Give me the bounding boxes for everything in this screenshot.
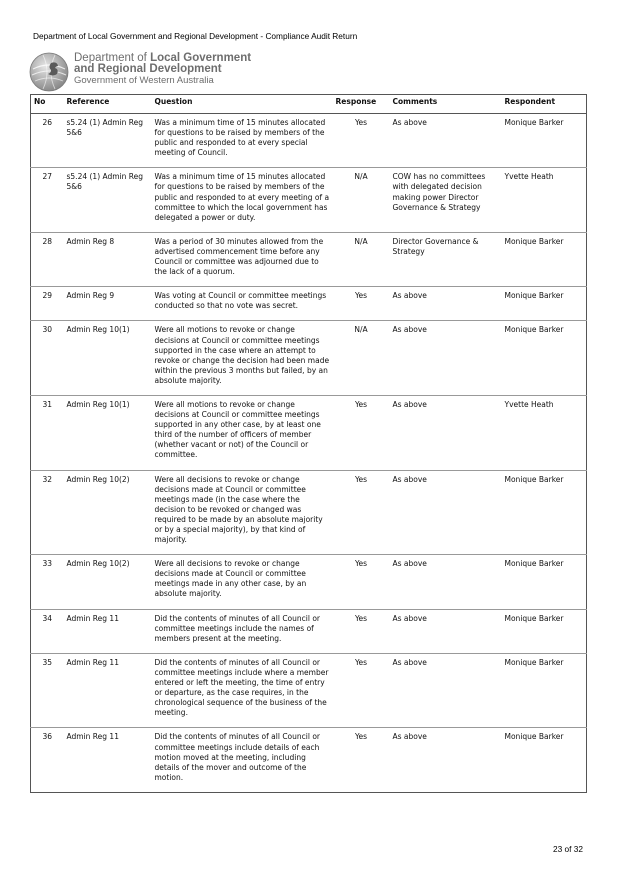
table-row	[31, 232, 587, 286]
cell-reference: s5.24 (1) Admin Reg 5&6	[64, 168, 152, 232]
column-header-respondent: Respondent	[502, 95, 587, 114]
cell-reference: Admin Reg 10(2)	[64, 555, 152, 609]
cell-reference: Admin Reg 11	[64, 728, 152, 792]
cell-reference: Admin Reg 9	[64, 287, 152, 321]
table-row	[31, 728, 587, 792]
cell-question: Was a minimum time of 15 minutes allocated for questions to be raised by members of the public and responded to at every meeting of a committee to which the local government has delegated a power or duty.	[152, 168, 333, 232]
cell-comments: As above	[390, 395, 502, 470]
cell-reference: s5.24 (1) Admin Reg 5&6	[64, 114, 152, 168]
cell-response: Yes	[333, 114, 390, 168]
cell-respondent: Monique Barker	[502, 653, 587, 728]
cell-response: N/A	[333, 232, 390, 286]
cell-no: 34	[31, 609, 64, 653]
page-header-title: Department of Local Government and Regional Development - Compliance Audit Return	[33, 31, 358, 41]
cell-respondent: Monique Barker	[502, 287, 587, 321]
cell-no: 31	[31, 395, 64, 470]
cell-question: Were all decisions to revoke or change decisions made at Council or committee meetings made (in the case where the decision to be revoked or changed was required to be made by an absolute majority or by a special majority), by that kind of majority.	[152, 470, 333, 555]
cell-no: 27	[31, 168, 64, 232]
cell-comments: As above	[390, 321, 502, 396]
cell-response: Yes	[333, 728, 390, 792]
cell-question: Did the contents of minutes of all Council or committee meetings include the names of members present at the meeting.	[152, 609, 333, 653]
cell-comments: As above	[390, 287, 502, 321]
table-row	[31, 114, 587, 168]
cell-question: Did the contents of minutes of all Council or committee meetings include details of each motion moved at the meeting, including details of the mover and outcome of the motion.	[152, 728, 333, 792]
table-row	[31, 395, 587, 470]
cell-question: Were all motions to revoke or change decisions at Council or committee meetings supported in any other case, by at least one third of the number of officers of member (whether vacant or not) of the Council or committee.	[152, 395, 333, 470]
cell-response: Yes	[333, 555, 390, 609]
cell-no: 28	[31, 232, 64, 286]
cell-respondent: Monique Barker	[502, 470, 587, 555]
cell-respondent: Monique Barker	[502, 555, 587, 609]
cell-respondent: Monique Barker	[502, 232, 587, 286]
cell-no: 30	[31, 321, 64, 396]
cell-no: 33	[31, 555, 64, 609]
column-header-question: Question	[152, 95, 333, 114]
cell-no: 35	[31, 653, 64, 728]
table-row	[31, 470, 587, 555]
table-row	[31, 609, 587, 653]
cell-comments: As above	[390, 114, 502, 168]
cell-respondent: Yvette Heath	[502, 395, 587, 470]
cell-question: Was a minimum time of 15 minutes allocated for questions to be raised by members of the public and responded to at every special meeting of Council.	[152, 114, 333, 168]
cell-response: N/A	[333, 321, 390, 396]
cell-reference: Admin Reg 10(1)	[64, 321, 152, 396]
cell-no: 36	[31, 728, 64, 792]
logo-line-2: and Regional Development	[74, 63, 222, 75]
cell-comments: As above	[390, 555, 502, 609]
cell-no: 26	[31, 114, 64, 168]
cell-response: Yes	[333, 653, 390, 728]
logo-line-1: Department of Local Government	[74, 52, 252, 64]
table-row	[31, 287, 587, 321]
cell-question: Was voting at Council or committee meetings conducted so that no vote was secret.	[152, 287, 333, 321]
cell-comments: Director Governance & Strategy	[390, 232, 502, 286]
column-header-reference: Reference	[64, 95, 152, 114]
cell-question: Did the contents of minutes of all Council or committee meetings include where a member entered or left the meeting, the time of entry or departure, as the case requires, in the chronological sequence of the business of the meeting.	[152, 653, 333, 728]
compliance-audit-table	[30, 94, 587, 793]
cell-response: Yes	[333, 395, 390, 470]
table-header-row	[31, 95, 587, 114]
cell-comments: As above	[390, 728, 502, 792]
table-row	[31, 168, 587, 232]
cell-comments: COW has no committees with delegated decision making power Director Governance & Strategy	[390, 168, 502, 232]
cell-comments: As above	[390, 609, 502, 653]
cell-response: Yes	[333, 609, 390, 653]
column-header-comments: Comments	[390, 95, 502, 114]
cell-comments: As above	[390, 470, 502, 555]
table-row	[31, 555, 587, 609]
cell-respondent: Yvette Heath	[502, 168, 587, 232]
cell-question: Were all motions to revoke or change decisions at Council or committee meetings supported in the case where an attempt to revoke or change the decision had been made within the previous 3 months but failed, by an absolute majority.	[152, 321, 333, 396]
cell-response: N/A	[333, 168, 390, 232]
cell-respondent: Monique Barker	[502, 728, 587, 792]
globe-swan-emblem-icon	[29, 51, 71, 93]
table-row	[31, 653, 587, 728]
cell-reference: Admin Reg 8	[64, 232, 152, 286]
cell-respondent: Monique Barker	[502, 114, 587, 168]
column-header-no: No	[31, 95, 64, 114]
cell-reference: Admin Reg 10(2)	[64, 470, 152, 555]
column-header-response: Response	[333, 95, 390, 114]
table-row	[31, 321, 587, 396]
cell-no: 32	[31, 470, 64, 555]
cell-response: Yes	[333, 287, 390, 321]
cell-reference: Admin Reg 11	[64, 653, 152, 728]
page-number: 23 of 32	[553, 844, 583, 854]
cell-respondent: Monique Barker	[502, 609, 587, 653]
cell-question: Was a period of 30 minutes allowed from the advertised commencement time before any Council or committee was adjourned due to the lack of a quorum.	[152, 232, 333, 286]
cell-question: Were all decisions to revoke or change decisions made at Council or committee meetings made in any other case, by an absolute majority.	[152, 555, 333, 609]
logo-line-3: Government of Western Australia	[74, 75, 214, 86]
cell-reference: Admin Reg 10(1)	[64, 395, 152, 470]
department-logo	[29, 51, 269, 95]
cell-response: Yes	[333, 470, 390, 555]
cell-comments: As above	[390, 653, 502, 728]
cell-no: 29	[31, 287, 64, 321]
cell-reference: Admin Reg 11	[64, 609, 152, 653]
cell-respondent: Monique Barker	[502, 321, 587, 396]
